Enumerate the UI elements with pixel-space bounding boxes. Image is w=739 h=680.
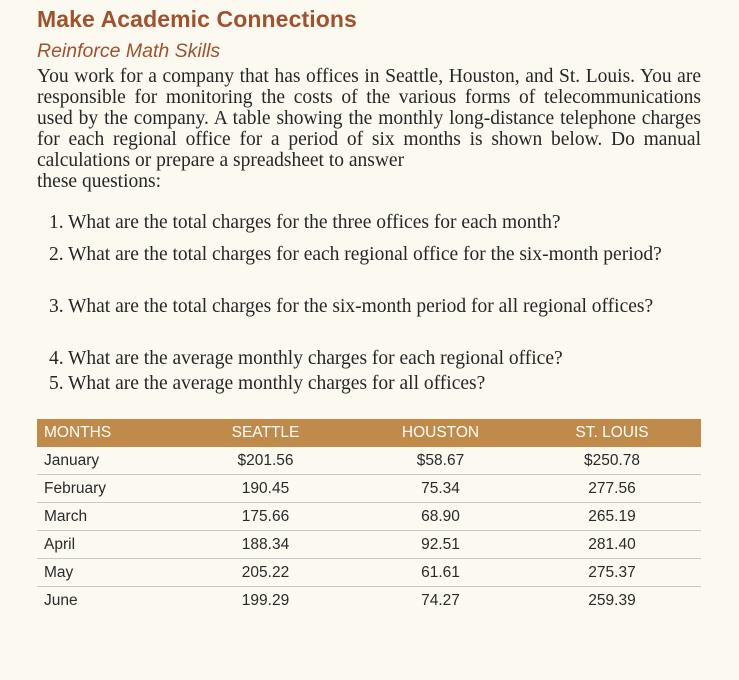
st-louis-cell: 281.40 bbox=[523, 531, 701, 559]
houston-cell: 68.90 bbox=[358, 503, 523, 531]
houston-cell: 61.61 bbox=[358, 559, 523, 587]
table-row bbox=[37, 475, 701, 503]
intro-text-tail: these questions: bbox=[37, 171, 162, 192]
month-cell: June bbox=[44, 591, 78, 609]
page-title: Make Academic Connections bbox=[37, 6, 357, 32]
table-row bbox=[37, 503, 701, 531]
column-header-st-louis: ST. LOUIS bbox=[523, 419, 701, 447]
question-text: What are the average monthly charges for each regional office? bbox=[68, 348, 563, 369]
question-item bbox=[49, 212, 701, 233]
seattle-cell: $201.56 bbox=[173, 447, 358, 475]
question-item bbox=[49, 244, 701, 265]
question-number: 3. bbox=[49, 296, 64, 317]
intro-text: You work for a company that has offices in Seattle, Houston, and St. Louis. You are responsible for monitoring the costs of the various forms of telecommunications used by the company. A table showing the monthly long-distance telephone charges for each regional office for a period of six months is shown below. Do manual calculations or prepare a spreadsheet to answer bbox=[37, 66, 701, 171]
houston-cell: $58.67 bbox=[358, 447, 523, 475]
seattle-cell: 199.29 bbox=[241, 591, 290, 609]
intro-paragraph bbox=[37, 66, 701, 192]
table-row bbox=[37, 587, 701, 615]
st-louis-cell: $250.78 bbox=[523, 447, 701, 475]
column-header-houston: HOUSTON bbox=[358, 419, 523, 447]
houston-cell: 74.27 bbox=[421, 591, 460, 609]
month-cell: April bbox=[37, 531, 173, 559]
question-number: 2. bbox=[49, 244, 64, 265]
month-cell: March bbox=[37, 503, 173, 531]
question-number: 5. bbox=[49, 373, 64, 394]
seattle-cell: 205.22 bbox=[173, 559, 358, 587]
charges-table bbox=[37, 419, 701, 614]
seattle-cell: 190.45 bbox=[173, 475, 358, 503]
column-header-seattle: SEATTLE bbox=[173, 419, 358, 447]
question-item bbox=[49, 296, 701, 317]
st-louis-cell: 277.56 bbox=[523, 475, 701, 503]
houston-cell: 92.51 bbox=[358, 531, 523, 559]
question-text: What are the total charges for the three offices for each month? bbox=[68, 212, 561, 233]
column-header-months: MONTHS bbox=[37, 419, 173, 447]
month-cell: January bbox=[37, 447, 173, 475]
question-item bbox=[49, 348, 701, 369]
table-row bbox=[37, 559, 701, 587]
question-text: What are the average monthly charges for all offices? bbox=[68, 373, 486, 394]
question-item bbox=[49, 373, 701, 394]
question-number: 1. bbox=[49, 212, 64, 233]
month-cell: February bbox=[37, 475, 173, 503]
st-louis-cell: 259.39 bbox=[588, 591, 636, 609]
question-number: 4. bbox=[49, 348, 64, 369]
table-header-row bbox=[37, 419, 701, 447]
st-louis-cell: 265.19 bbox=[523, 503, 701, 531]
seattle-cell: 175.66 bbox=[173, 503, 358, 531]
houston-cell: 75.34 bbox=[358, 475, 523, 503]
table-row bbox=[37, 447, 701, 475]
question-text: What are the total charges for each regional office for the six-month period? bbox=[68, 244, 662, 265]
question-text: What are the total charges for the six-month period for all regional offices? bbox=[68, 296, 654, 317]
month-cell: May bbox=[37, 559, 173, 587]
seattle-cell: 188.34 bbox=[173, 531, 358, 559]
section-subtitle: Reinforce Math Skills bbox=[37, 40, 221, 62]
table-row bbox=[37, 531, 701, 559]
st-louis-cell: 275.37 bbox=[523, 559, 701, 587]
